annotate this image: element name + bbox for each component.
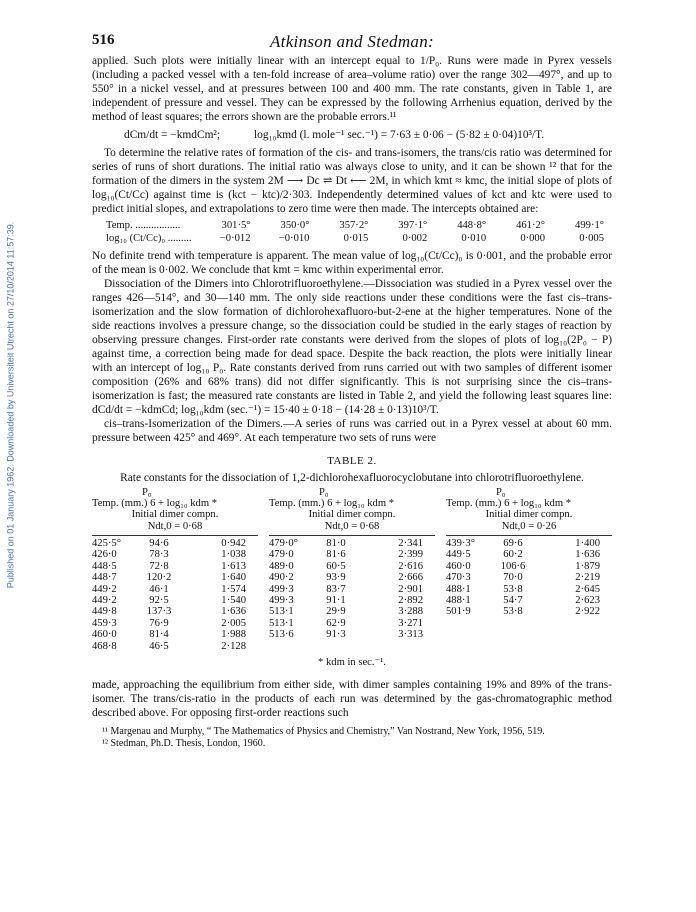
intercepts-temp-label: Temp. ................. (106, 220, 181, 231)
temp-cell: 459·3 (92, 617, 117, 629)
page-number: 516 (92, 32, 115, 48)
rate-cell: 1·613 (221, 560, 246, 572)
table2-rule (446, 535, 612, 536)
table-row (446, 549, 612, 560)
table2-rows (269, 538, 435, 641)
rate-cell: 1·540 (221, 595, 246, 607)
rate-cell: 3·271 (398, 617, 423, 629)
intercepts-table (106, 219, 612, 245)
temp-cell: 449·2 (92, 595, 117, 607)
pressure-cell: 81·4 (149, 629, 169, 641)
table-row (446, 538, 612, 549)
pressure-cell: 81·0 (326, 538, 346, 549)
table-row (269, 629, 435, 640)
paragraph-5: cis–trans-Isomerization of the Dimers.—A series of runs was carried out in a Pyrex vessel at about 60 mm. pressure between 425° and 469°. At each temperature two sets of runs were (92, 418, 612, 444)
pressure-cell: 46·1 (149, 583, 169, 595)
intercept-value: 0·002 (402, 233, 428, 244)
page-header (92, 32, 612, 54)
rate-cell: 2·399 (398, 549, 423, 561)
table2-subheader: Initial dimer compn. (308, 509, 396, 520)
temp-cell: 470·3 (446, 572, 471, 584)
table2-composition: Ndt,0 = 0·68 (324, 521, 380, 532)
table2-rule (92, 535, 258, 536)
rate-cell: 3·288 (398, 606, 423, 618)
pressure-cell: 53·8 (503, 606, 523, 618)
rate-cell: 2·901 (398, 583, 423, 595)
rate-cell: 1·988 (221, 629, 246, 641)
rate-cell: 1·636 (221, 606, 246, 618)
rate-cell: 1·640 (221, 572, 246, 584)
table-row (269, 538, 435, 549)
temp-cell: 479·0° (269, 538, 298, 549)
pressure-cell: 46·5 (149, 640, 169, 652)
page (92, 32, 612, 750)
table2-column-2 (269, 487, 435, 652)
rate-cell: 2·341 (398, 538, 423, 549)
pressure-cell: 60·5 (326, 560, 346, 572)
temp-cell: 488·1 (446, 583, 471, 595)
table-row (269, 572, 435, 583)
intercept-temp: 397·1° (398, 220, 428, 231)
rate-cell: 1·879 (575, 560, 600, 572)
temp-cell: 499·3 (269, 583, 294, 595)
pressure-cell: 137·3 (146, 606, 172, 618)
rate-cell: 2·892 (398, 595, 423, 607)
pressure-cell: 81·6 (326, 549, 346, 561)
table2-header-line: Temp. (mm.) 6 + log₁₀ kdm * (446, 498, 572, 509)
paragraph-2: To determine the relative rates of formation of the cis- and trans-isomers, the trans/cis ratio was determined for series of runs of short durations. The initial ratio was always close to unity, and it can be shown ¹² that for the formation of the dimers in the system 2M ⟶ Dc ⇌ Dt ⟵ 2M, in which kmt ≈ kmc, the initial slope of plots of log₁₀(Ct/Cc) against time is (kct − ktc)/2·303. Independently determined values of kct and ktc were used to predict initial slopes, and extrapolations to zero time were then made. The intercepts obtained are: (92, 147, 612, 215)
table2-rows (92, 538, 258, 652)
pressure-cell: 62·9 (326, 617, 346, 629)
rate-cell: 3·313 (398, 629, 423, 641)
rate-cell: 2·623 (575, 595, 600, 607)
intercepts-temp-row (106, 219, 612, 232)
rate-cell: 2·005 (221, 617, 246, 629)
pressure-cell: 83·7 (326, 583, 346, 595)
temp-cell: 489·0 (269, 560, 294, 572)
table-row (92, 561, 258, 572)
intercept-value: −0·012 (219, 233, 251, 244)
intercepts-value-row (106, 232, 612, 245)
rate-cell: 2·666 (398, 572, 423, 584)
temp-cell: 426·0 (92, 549, 117, 561)
running-head: Atkinson and Stedman: (270, 32, 434, 51)
arrhenius-equation (124, 128, 612, 142)
table2-caption: Rate constants for the dissociation of 1,2-dichlorohexafluorocyclobutane into chlorotrifluoroethylene. (120, 472, 584, 484)
pressure-cell: 29·9 (326, 606, 346, 618)
table-row (446, 584, 612, 595)
intercept-value: 0·000 (520, 233, 546, 244)
intercept-temp: 301·5° (221, 220, 251, 231)
pressure-cell: 78·3 (149, 549, 169, 561)
paragraph-4: Dissociation of the Dimers into Chlorotrifluoroethylene.—Dissociation was studied in a Pyrex vessel over the ranges 426—514°, and 30—140 mm. The only side reactions under these conditions were the fast cis–trans-isomerization and the slow formation of dichlorohexafluoro-but-2-ene at the higher temperatures. None of the side reactions involves a pressure change, so the dissociation could be studied in the early stages of reaction by observing pressure changes. First-order rate constants were derived from the slopes of plots of log₁₀(2P₀ − P) against time, a correction being made for dead space. Despite the back reaction, the plots were initially linear with an intercept of log₁₀ P₀. Rate constants derived from runs carried out with two samples of different isomer composition (26% and 68% trans) did not differ significantly. This is not surprising since the cis–trans-isomerization is fast; the measured rate constants are listed in Table 2, and yield the following least squares line: dCd/dt = −kdmCd; log₁₀kdm (sec.⁻¹) = 15·40 ± 0·18 − (14·28 ± 0·13)10³/T. (92, 278, 612, 416)
table-row (92, 584, 258, 595)
temp-cell: 449·2 (92, 583, 117, 595)
pressure-cell: 54·7 (503, 595, 523, 607)
paragraph-3: No definite trend with temperature is apparent. The mean value of log₁₀(Ct/Cc)₀ is 0·001, and the probable error of the mean is 0·002. We conclude that kmt = kmc within experimental error. (92, 250, 612, 276)
table2-title: TABLE 2. (327, 455, 377, 467)
table2-column-3 (446, 487, 612, 652)
temp-cell: 448·5 (92, 560, 117, 572)
table2-rows (446, 538, 612, 618)
table2-subheader: Initial dimer compn. (131, 509, 219, 520)
temp-cell: 460·0 (92, 629, 117, 641)
pressure-cell: 69·6 (503, 538, 523, 549)
temp-cell: 490·2 (269, 572, 294, 584)
table2-p0-label: P₀ (142, 487, 152, 498)
footnotes (92, 726, 612, 750)
temp-cell: 449·8 (92, 606, 117, 618)
table-row (446, 595, 612, 606)
table2-column-1 (92, 487, 258, 652)
rate-cell: 0·942 (221, 538, 246, 549)
pressure-cell: 91·3 (326, 629, 346, 641)
table2-p0-label: P₀ (496, 487, 506, 498)
pressure-cell: 60·2 (503, 549, 523, 561)
table2-composition: Ndt,0 = 0·68 (147, 521, 203, 532)
pressure-cell: 76·9 (149, 617, 169, 629)
pressure-cell: 53·8 (503, 583, 523, 595)
table-row (92, 595, 258, 606)
temp-cell: 501·9 (446, 606, 471, 618)
rate-cell: 2·128 (221, 640, 246, 652)
rate-cell: 2·616 (398, 560, 423, 572)
pressure-cell: 70·0 (503, 572, 523, 584)
temp-cell: 513·1 (269, 617, 294, 629)
table2-footnote: * kdm in sec.⁻¹. (318, 657, 386, 669)
intercept-temp: 461·2° (516, 220, 546, 231)
table-row (92, 641, 258, 652)
table-row (446, 561, 612, 572)
intercept-temp: 448·8° (457, 220, 487, 231)
table-row (269, 584, 435, 595)
table-row (269, 618, 435, 629)
temp-cell: 488·1 (446, 595, 471, 607)
rate-cell: 1·636 (575, 549, 600, 561)
paragraph-1: applied. Such plots were initially linear with an intercept equal to 1/P₀. Runs were made in Pyrex vessels (including a packed vessel with a ten-fold increase of area–volume ratio) over the range 302—497°, and up to 550° in a nickel vessel, and at pressures between 100 and 400 mm. The rate constants, given in Table 1, are independent of pressure and vessel. They can be expressed by the following Arrhenius equation, derived by the method of least squares; the errors shown are the probable errors.¹¹ (92, 55, 612, 123)
rate-cell: 2·645 (575, 583, 600, 595)
pressure-cell: 93·9 (326, 572, 346, 584)
temp-cell: 479·0 (269, 549, 294, 561)
table-row (92, 549, 258, 560)
temp-cell: 513·1 (269, 606, 294, 618)
pressure-cell: 94·6 (149, 538, 169, 549)
table-row (92, 618, 258, 629)
temp-cell: 468·8 (92, 640, 117, 652)
rate-cell: 1·574 (221, 583, 246, 595)
temp-cell: 460·0 (446, 560, 471, 572)
table-row (92, 538, 258, 549)
pressure-cell: 72·8 (149, 560, 169, 572)
temp-cell: 499·3 (269, 595, 294, 607)
temp-cell: 425·5° (92, 538, 121, 549)
equation-left: dCm/dt = −kmdCm²; (124, 129, 221, 141)
intercept-value: −0·010 (278, 233, 310, 244)
intercept-value: 0·010 (461, 233, 487, 244)
rate-cell: 2·219 (575, 572, 600, 584)
table2-header-line: Temp. (mm.) 6 + log₁₀ kdm * (269, 498, 395, 509)
intercepts-value-label: log₁₀ (Ct/Cc)₀ ......... (106, 233, 192, 244)
pressure-cell: 120·2 (146, 572, 172, 584)
paragraph-6: made, approaching the equilibrium from either side, with dimer samples containing 19% and 89% of the trans-isomer. The trans/cis-ratio in the products of each run was determined by the gas-chromatographic method described above. For opposing first-order reactions such (92, 679, 612, 720)
intercept-temp: 499·1° (575, 220, 604, 231)
download-watermark-text: Published on 01 January 1962. Downloaded by Universiteit Utrecht on 27/10/2014 11:57:39. (5, 221, 15, 589)
download-watermark (4, 150, 16, 660)
intercept-value: 0·015 (343, 233, 369, 244)
table-row (92, 606, 258, 617)
temp-cell: 448·7 (92, 572, 117, 584)
table-row (446, 606, 612, 617)
footnote-12: ¹² Stedman, Ph.D. Thesis, London, 1960. (102, 738, 266, 750)
rate-cell: 1·038 (221, 549, 246, 561)
intercept-temp: 350·0° (280, 220, 310, 231)
table-row (269, 595, 435, 606)
table-row (269, 561, 435, 572)
rate-cell: 1·400 (575, 538, 600, 549)
temp-cell: 449·5 (446, 549, 471, 561)
table2-subheader: Initial dimer compn. (485, 509, 573, 520)
intercept-value: 0·005 (579, 233, 604, 244)
pressure-cell: 92·5 (149, 595, 169, 607)
equation-right: log₁₀kmd (l. mole⁻¹ sec.⁻¹) = 7·63 ± 0·06 − (5·82 ± 0·04)10³/T. (254, 129, 545, 141)
temp-cell: 513·6 (269, 629, 294, 641)
table2 (92, 487, 612, 652)
footnote-11: ¹¹ Margenau and Murphy, “ The Mathematics of Physics and Chemistry,” Van Nostrand, New York, 1956, 519. (102, 726, 545, 738)
intercept-temp: 357·2° (339, 220, 369, 231)
table-row (92, 629, 258, 640)
table-row (269, 549, 435, 560)
table2-composition: Ndt,0 = 0·26 (501, 521, 557, 532)
pressure-cell: 91·1 (326, 595, 346, 607)
table-row (92, 572, 258, 583)
rate-cell: 2·922 (575, 606, 600, 618)
table-row (269, 606, 435, 617)
table-row (446, 572, 612, 583)
table2-rule (269, 535, 435, 536)
table2-p0-label: P₀ (319, 487, 329, 498)
temp-cell: 439·3° (446, 538, 475, 549)
table2-header-line: Temp. (mm.) 6 + log₁₀ kdm * (92, 498, 218, 509)
pressure-cell: 106·6 (500, 560, 526, 572)
